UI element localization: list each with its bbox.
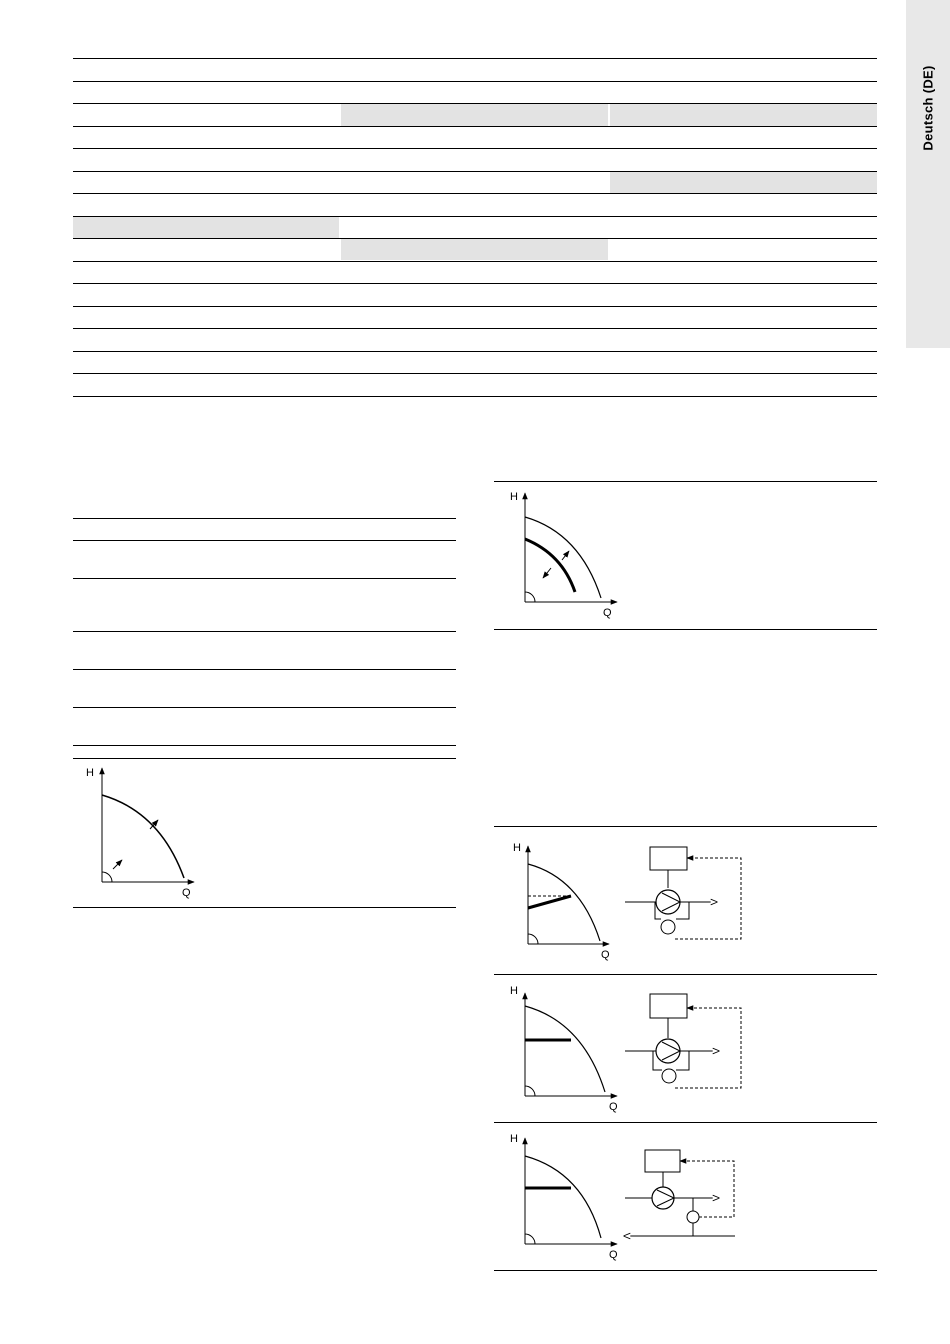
table-rule <box>73 631 456 632</box>
table-cell-shaded <box>341 104 608 126</box>
q-axis-label: Q <box>601 949 610 961</box>
pump-curve-range-figure <box>505 488 625 623</box>
table-rule <box>73 148 877 149</box>
table-rule <box>73 578 456 579</box>
table-rule <box>73 518 456 519</box>
pump-symbol <box>652 1187 674 1209</box>
system-figure-1 <box>505 836 755 966</box>
q-axis-label: Q <box>609 1249 618 1261</box>
h-axis-label: H <box>86 767 94 779</box>
table-rule <box>73 81 877 82</box>
table-rule <box>73 907 456 908</box>
pointer-arrow <box>543 568 551 578</box>
figure-rule <box>494 629 877 630</box>
language-tab[interactable] <box>906 0 950 348</box>
q-axis-label: Q <box>609 1101 618 1113</box>
controller-box <box>650 847 687 870</box>
h-axis-label: H <box>510 985 518 997</box>
pump-symbol <box>656 1039 680 1063</box>
pump-curve <box>102 795 184 878</box>
table-rule <box>73 758 456 759</box>
table-rule <box>73 373 877 374</box>
figure-rule <box>494 481 877 482</box>
angle-arc <box>525 1086 535 1096</box>
pump-curve <box>525 1006 605 1092</box>
controller-box <box>645 1150 680 1172</box>
q-axis-label: Q <box>603 607 612 619</box>
angle-arc <box>102 872 112 882</box>
angle-arc <box>525 1234 535 1244</box>
pump-curve <box>525 1156 601 1238</box>
table-cell-shaded <box>73 217 339 238</box>
h-axis-label: H <box>510 491 518 503</box>
table-rule <box>73 193 877 194</box>
max-curve <box>525 517 601 598</box>
sensor-symbol <box>687 1211 699 1223</box>
sensor-symbol <box>661 920 675 934</box>
table-rule <box>73 238 877 239</box>
figure-rule <box>494 826 877 827</box>
system-figure-2 <box>505 982 755 1117</box>
table-rule-bottom <box>73 396 877 397</box>
set-curve <box>525 539 575 592</box>
angle-arc <box>528 934 538 944</box>
table-rule <box>73 669 456 670</box>
controller-box <box>650 994 687 1018</box>
table-rule <box>73 171 877 172</box>
table-cell-shaded <box>610 104 877 126</box>
table-rule <box>73 351 877 352</box>
pump-curve <box>528 864 600 941</box>
table-rule <box>73 103 877 104</box>
table-cell-shaded <box>610 172 877 193</box>
pointer-arrow <box>113 860 122 869</box>
language-tab-label: Deutsch (DE) <box>920 65 936 151</box>
feedback-line <box>680 1161 734 1217</box>
table-cell-shaded <box>341 239 608 260</box>
q-axis-label: Q <box>182 887 191 899</box>
table-rule <box>73 540 456 541</box>
table-rule <box>73 283 877 284</box>
figure-rule <box>494 1270 877 1271</box>
system-figure-3 <box>505 1130 755 1265</box>
h-axis-label: H <box>510 1133 518 1145</box>
table-rule <box>73 745 456 746</box>
table-rule <box>73 707 456 708</box>
table-rule <box>73 216 877 217</box>
control-line <box>528 896 571 908</box>
pump-curve-figure <box>80 762 210 902</box>
pointer-arrow <box>562 551 569 560</box>
table-rule <box>73 328 877 329</box>
angle-arc <box>525 592 535 602</box>
table-rule-top <box>73 58 877 59</box>
table-rule <box>73 306 877 307</box>
feedback-line <box>675 1008 741 1088</box>
h-axis-label: H <box>513 842 521 854</box>
figure-rule <box>494 1122 877 1123</box>
pump-symbol <box>656 890 680 914</box>
sensor-symbol <box>662 1069 676 1083</box>
table-rule <box>73 126 877 127</box>
table-rule <box>73 261 877 262</box>
figure-rule <box>494 974 877 975</box>
